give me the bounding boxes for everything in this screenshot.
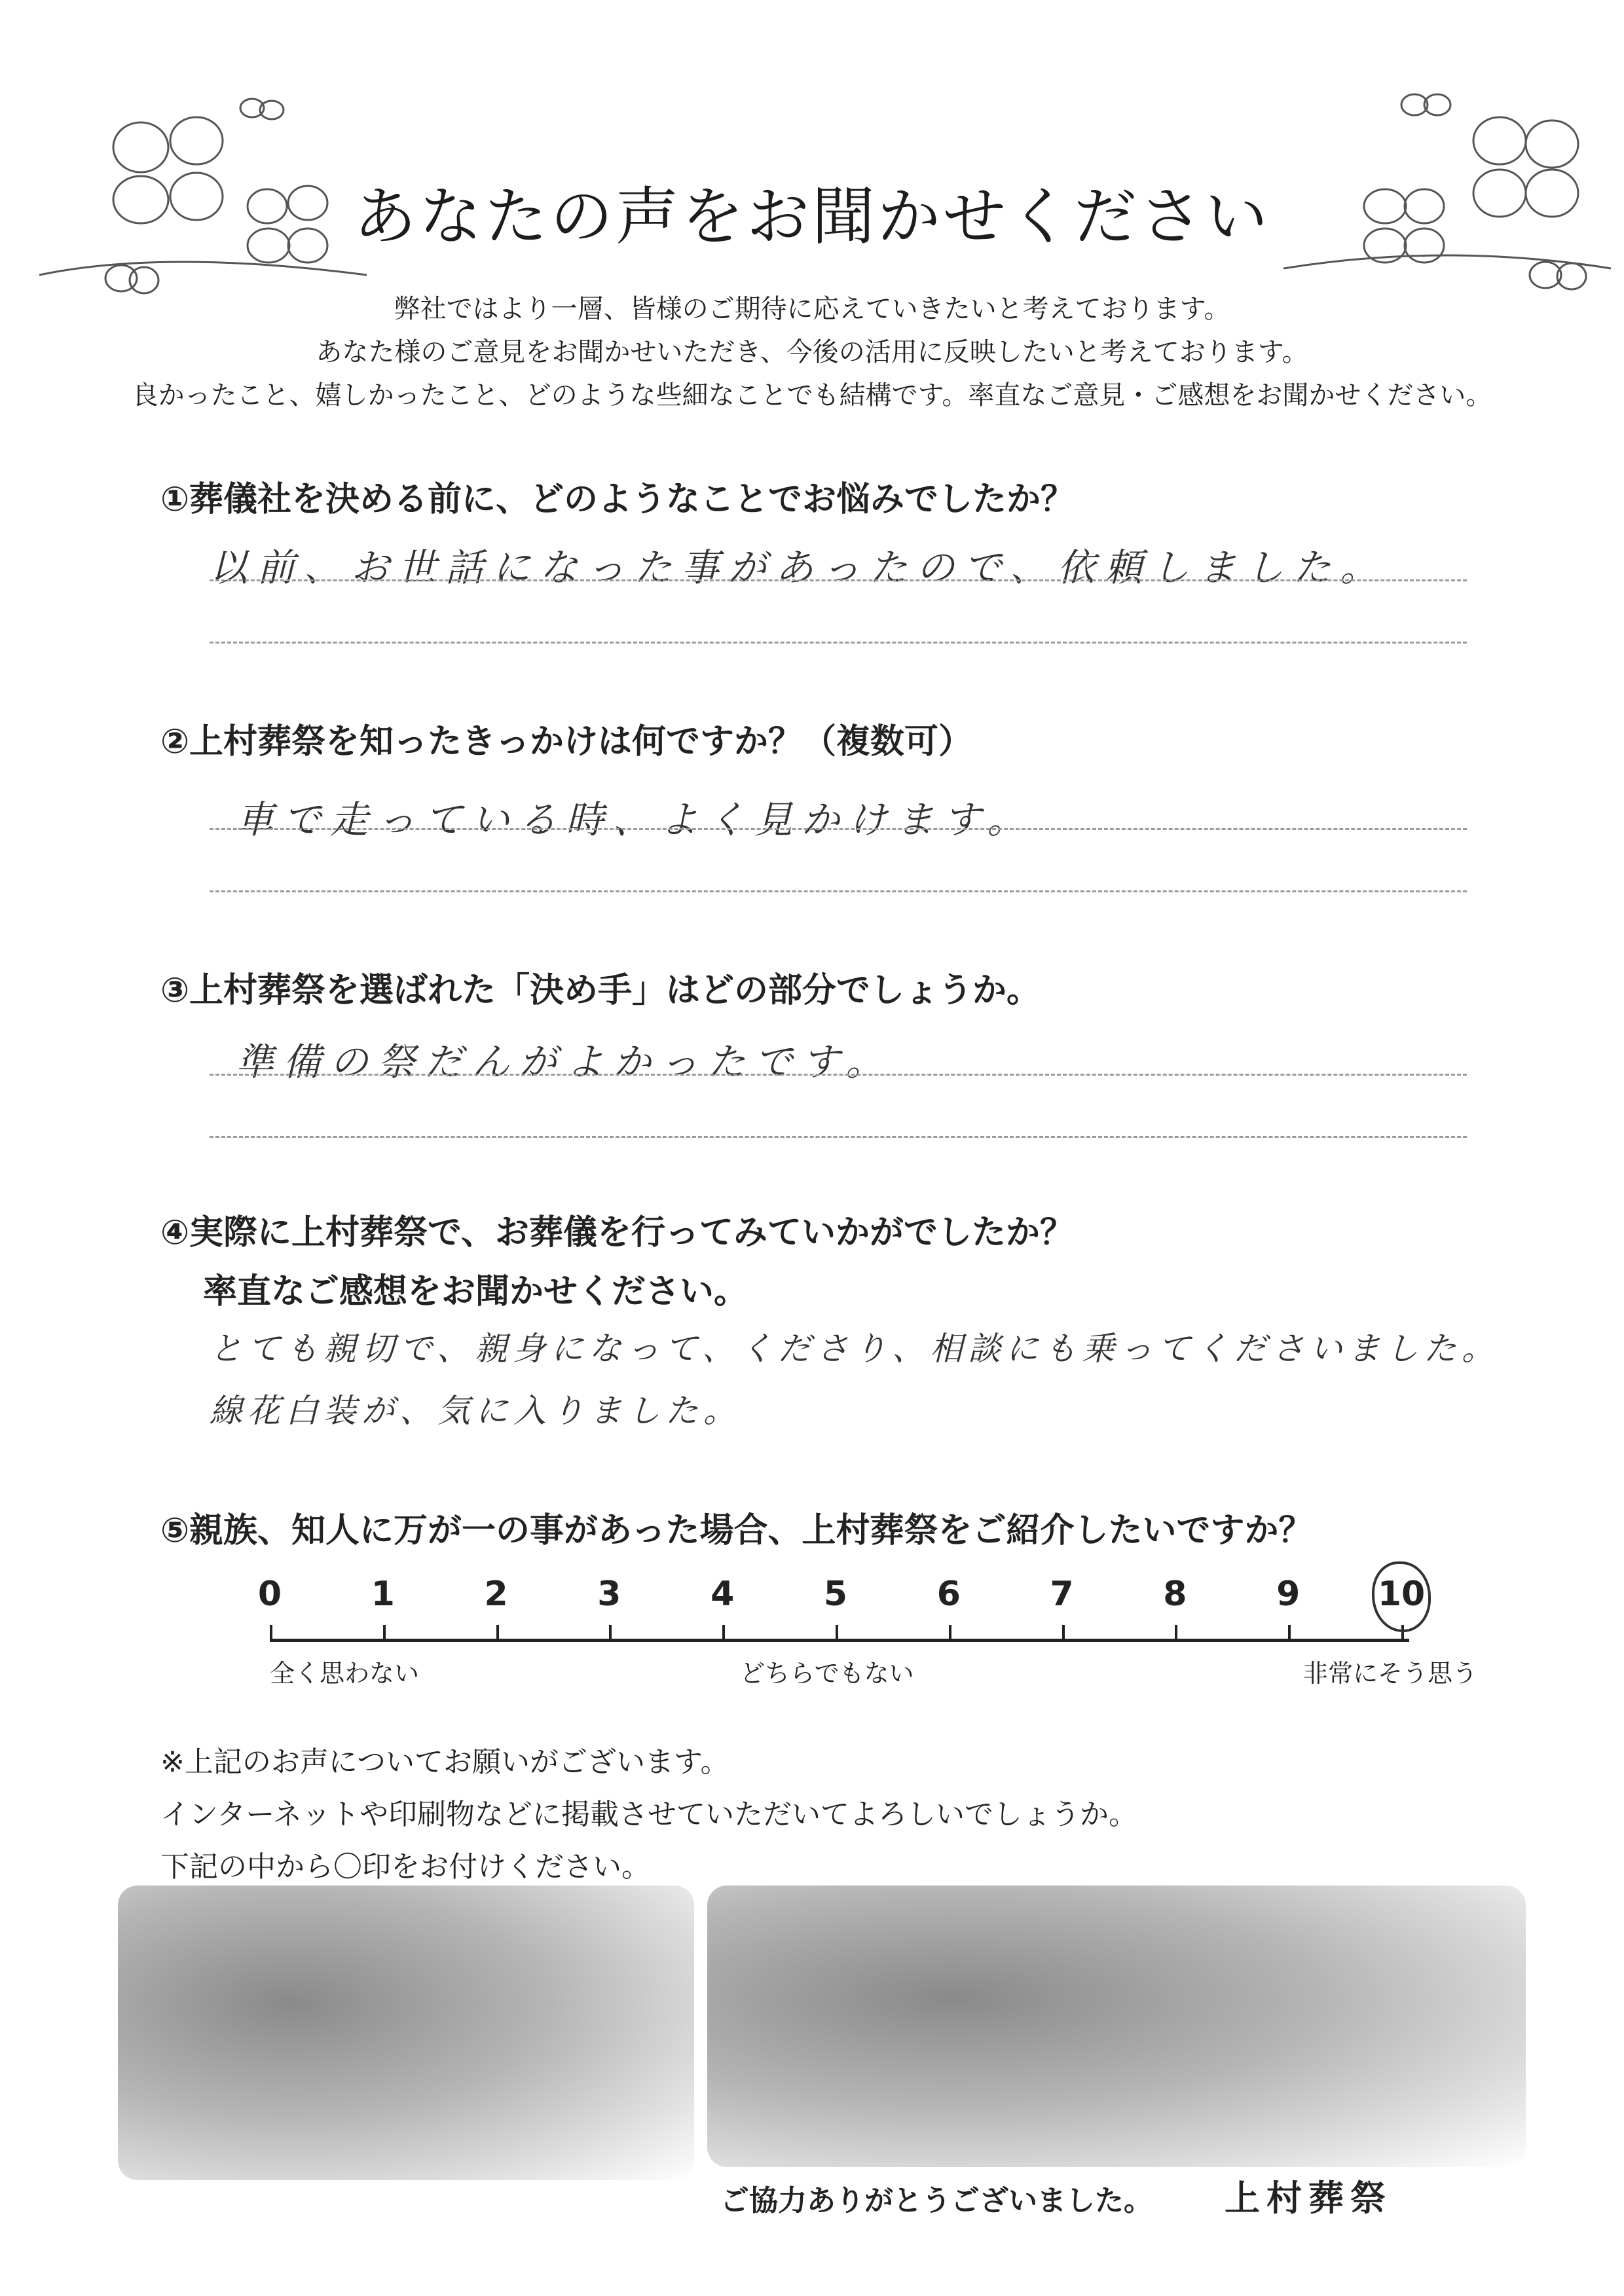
selected-rating-circle (1372, 1561, 1431, 1632)
scale-label-low: 全く思わない (270, 1659, 420, 1688)
answer-rule (210, 579, 1467, 581)
question-5-label: ⑤親族、知人に万が一の事があった場合、上村葬祭をご紹介したいですか？ (160, 1511, 1313, 1550)
footer-note-1: ※上記のお声についてお願いがございます。 (160, 1745, 729, 1779)
scale-tick (722, 1625, 725, 1639)
company-name: 上村葬祭 (1225, 2178, 1392, 2219)
scale-tick (496, 1625, 499, 1639)
footer-note-3: 下記の中から〇印をお付けください。 (160, 1850, 650, 1884)
rating-scale-line (270, 1639, 1409, 1642)
scale-tick (1288, 1625, 1291, 1639)
scale-tick (1062, 1625, 1065, 1639)
scale-number-2: 2 (484, 1575, 508, 1614)
answer-rule (210, 1136, 1467, 1138)
question-4-label: ④実際に上村葬祭で、お葬儀を行ってみていかがでしたか？ (160, 1213, 1074, 1252)
scale-number-0: 0 (257, 1575, 282, 1614)
redacted-area-right (707, 1886, 1526, 2167)
scale-number-3: 3 (597, 1575, 621, 1614)
scale-number-5: 5 (823, 1575, 848, 1614)
question-1-answer: 以前、お世話になった事があったので、依頼しました。 (210, 545, 1388, 590)
answer-rule (210, 1074, 1467, 1076)
scale-label-high: 非常にそう思う (1303, 1659, 1478, 1688)
scale-tick (609, 1625, 612, 1639)
scale-tick (949, 1625, 951, 1639)
question-3-label: ③上村葬祭を選ばれた「決め手」はどの部分でしょうか。 (160, 971, 1041, 1010)
redacted-area-left (118, 1886, 694, 2180)
scale-number-10: 10 (1377, 1575, 1426, 1614)
scale-number-4: 4 (710, 1575, 735, 1614)
question-4-label-2: 率直なご感想をお聞かせください。 (203, 1272, 748, 1311)
question-2-answer: 車で走っている時、よく見かけます。 (236, 797, 1035, 842)
question-4-answer-line-1: とても親切で、親身になって、くださり、相談にも乗ってくださいました。 (210, 1330, 1500, 1368)
scale-number-6: 6 (936, 1575, 961, 1614)
page-title: あなたの声をお聞かせください (354, 180, 1270, 253)
question-4-answer-line-2: 線花白装が、気に入りました。 (210, 1392, 741, 1430)
answer-rule (210, 890, 1467, 892)
intro-line-2: あなた様のご意見をお聞かせいただき、今後の活用に反映したいと考えております。 (316, 337, 1308, 367)
intro-line-3: 良かったこと、嬉しかったこと、どのような些細なことでも結構です。率直なご意見・ご感想をお聞かせください。 (132, 380, 1492, 410)
scale-tick (836, 1625, 838, 1639)
question-1-label: ①葬儀社を決める前に、どのようなことでお悩みでしたか？ (160, 480, 1075, 519)
scale-number-1: 1 (371, 1575, 395, 1614)
scale-tick (1175, 1625, 1177, 1639)
question-2-label: ②上村葬祭を知ったきっかけは何ですか？（複数可） (160, 722, 973, 761)
answer-rule (210, 642, 1467, 644)
scale-tick (270, 1625, 272, 1639)
answer-rule (210, 828, 1467, 830)
footer-note-2: インターネットや印刷物などに掲載させていただいてよろしいでしょうか。 (160, 1798, 1138, 1831)
question-3-answer: 準備の祭だんがよかったです。 (236, 1040, 893, 1084)
scale-tick (383, 1625, 386, 1639)
scale-number-9: 9 (1276, 1575, 1301, 1614)
intro-line-1: 弊社ではより一層、皆様のご期待に応えていきたいと考えております。 (394, 294, 1230, 324)
thanks-text: ご協力ありがとうございました。 (720, 2184, 1153, 2217)
scale-number-7: 7 (1050, 1575, 1074, 1614)
scale-label-mid: どちらでもない (740, 1659, 914, 1688)
scale-number-8: 8 (1163, 1575, 1187, 1614)
